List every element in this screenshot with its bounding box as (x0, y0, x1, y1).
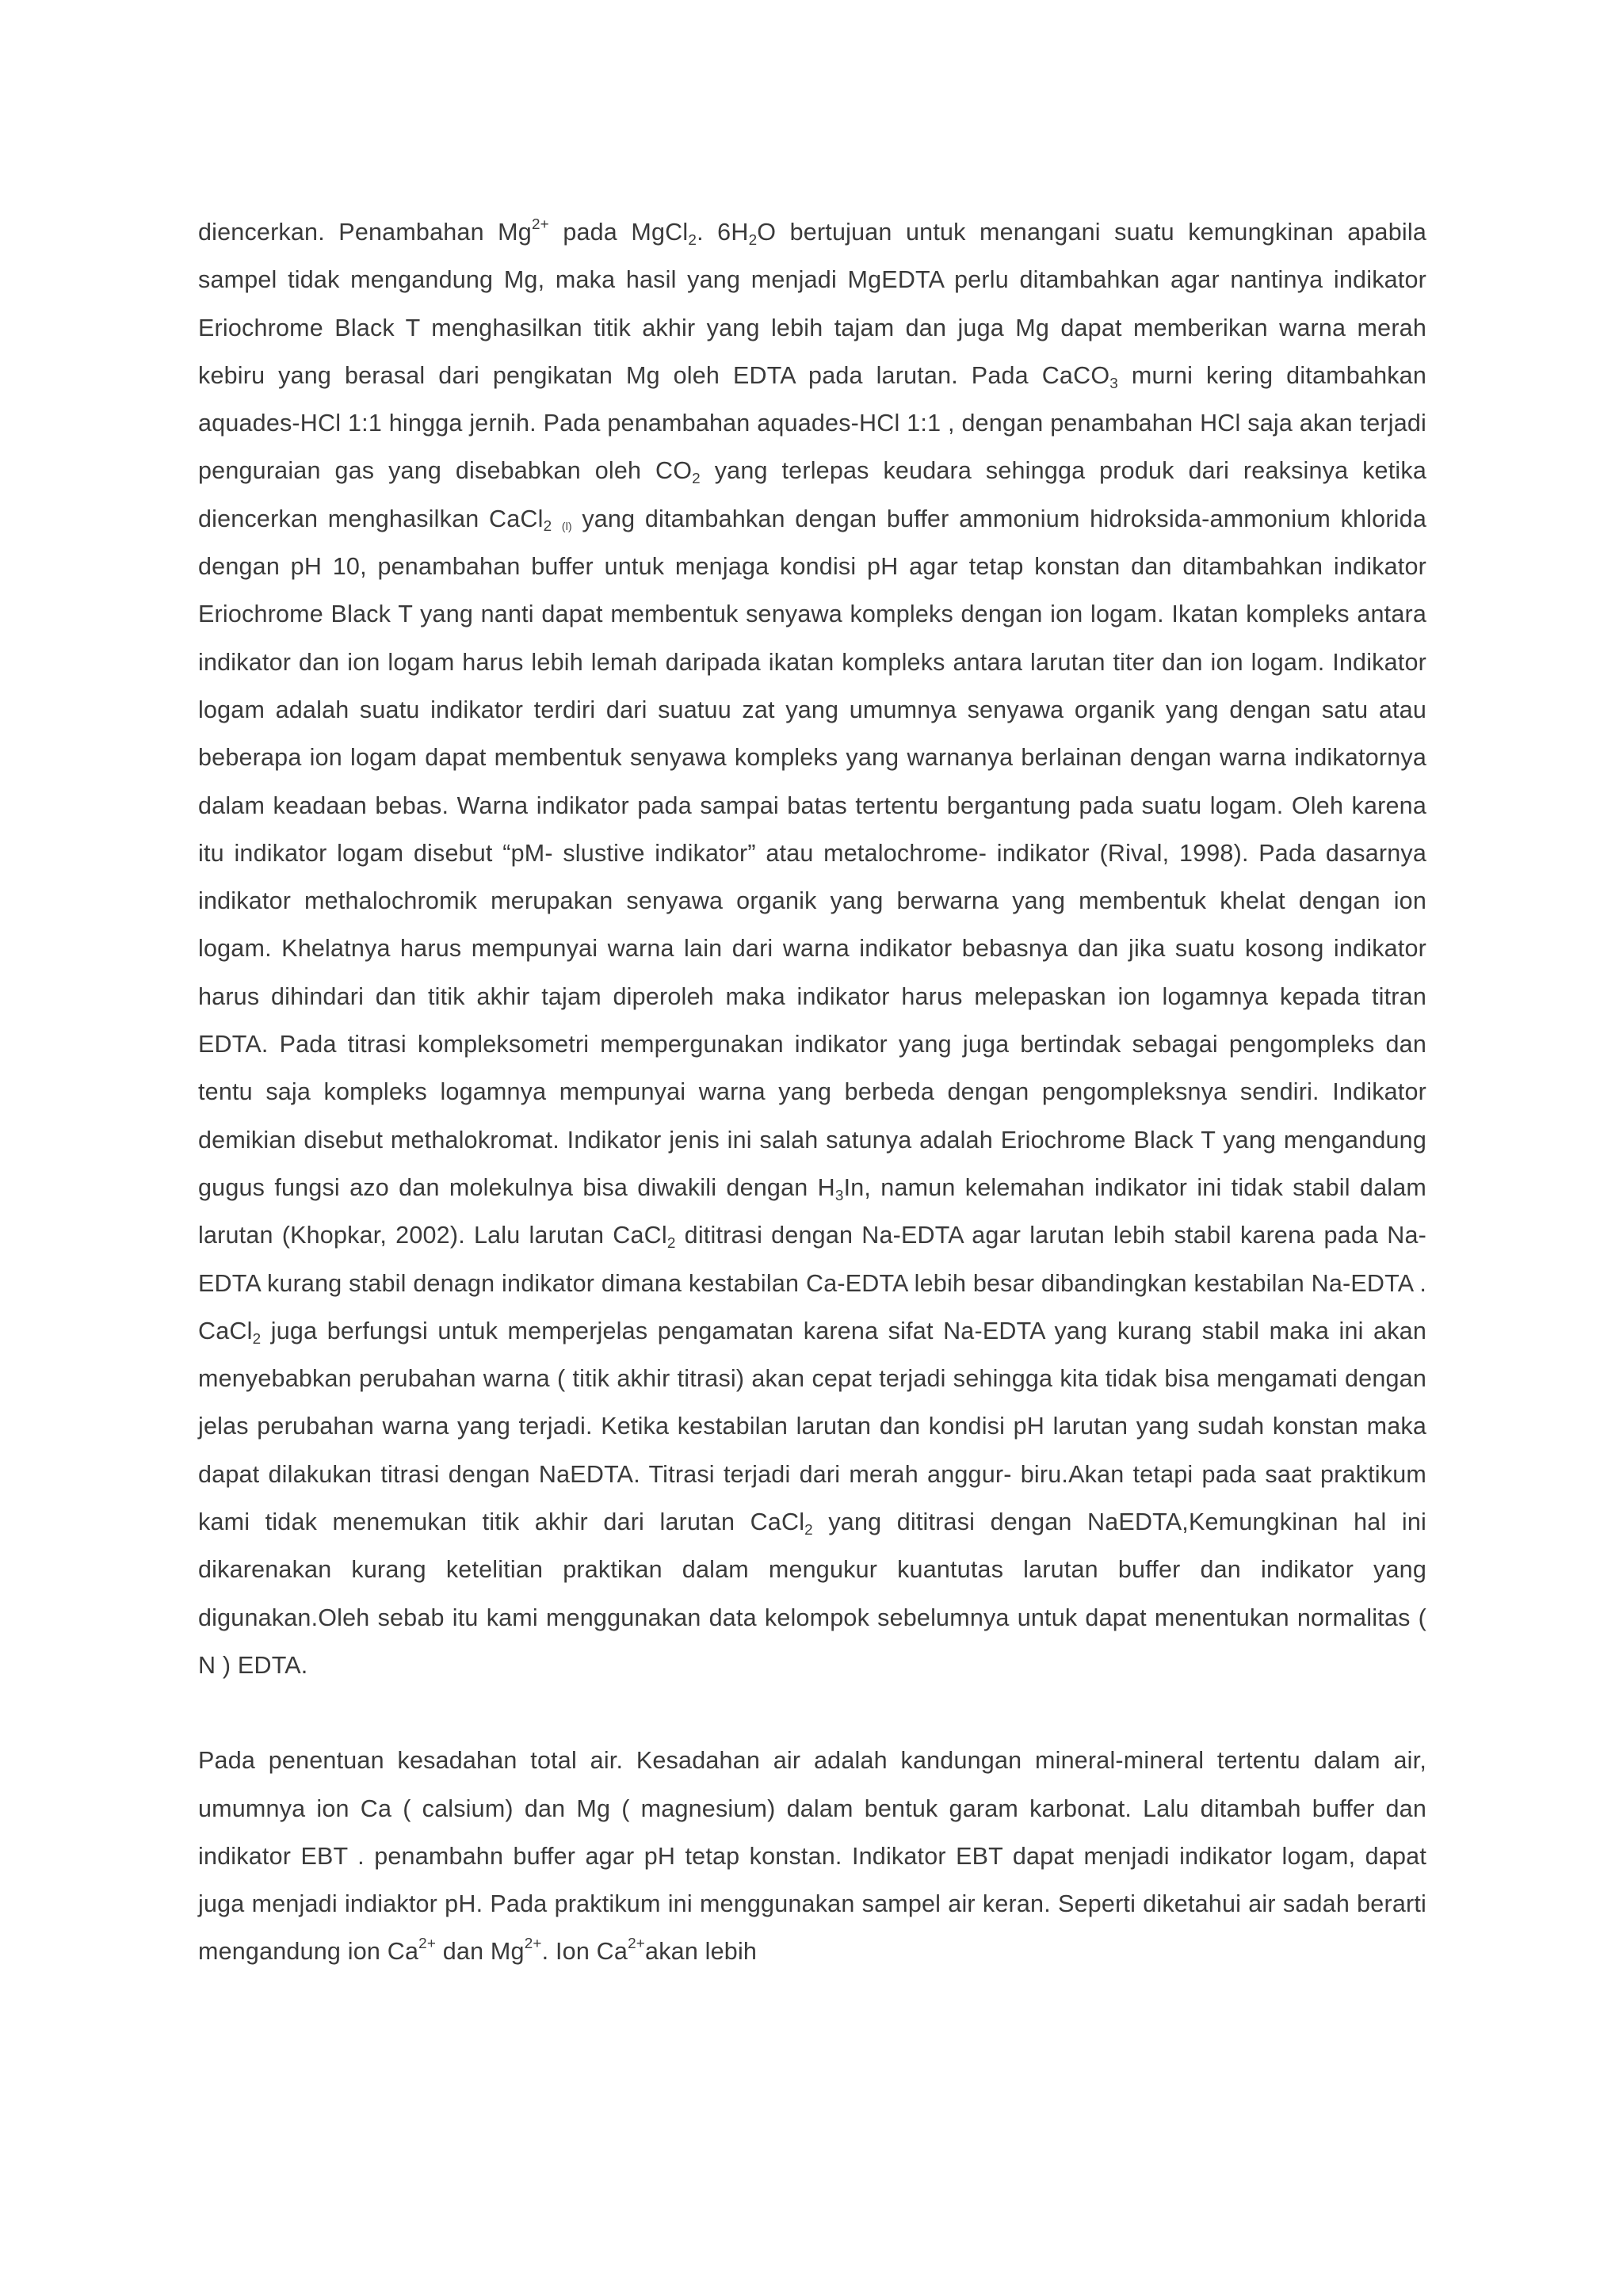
subscript: 2 (748, 231, 758, 249)
document-body (198, 208, 1426, 1976)
subscript: 2 (692, 471, 701, 488)
subscript: 2 (252, 1330, 262, 1348)
subscript: 3 (834, 1187, 844, 1204)
superscript: 2+ (628, 1936, 646, 1953)
superscript: 2+ (418, 1936, 437, 1953)
subscript: 2 (666, 1234, 676, 1252)
subscript: 2 (804, 1521, 813, 1539)
paragraph-2: Pada penentuan kesadahan total air. Kesadahan air adalah kandungan mineral-mineral tertentu dalam air, umumnya ion Ca ( calsium) dan Mg ( magnesium) dalam bentuk garam karbonat. Lalu ditambah buffer dan indikator EBT . penambahn buffer agar pH tetap konstan. Indikator EBT dapat menjadi indikator logam, dapat juga menjadi indiaktor pH. Pada praktikum ini menggunakan sampel air keran. Seperti diketahui air sadah berarti mengandung ion $Ca^{2+}$ dan $Mg^{2+}$. Ion $Ca^{2+}akan$ lebih (198, 1747, 1426, 1966)
subscript: 2 (688, 231, 697, 249)
superscript: 2+ (531, 215, 549, 233)
superscript: 2+ (524, 1936, 542, 1953)
subscript: 2 (543, 518, 552, 536)
paragraph-1: diencerkan. Penambahan $Mg^{2+}$ pada MgCl$_2$. $6H_2O$ bertujuan untuk menangani suatu kemungkinan apabila sampel tidak mengandung Mg, maka hasil yang menjadi MgEDTA perlu ditambahkan agar nantinya indikator Eriochrome Black T menghasilkan titik akhir yang lebih tajam dan juga Mg dapat memberikan warna merah kebiru yang berasal dari pengikatan Mg oleh EDTA pada larutan. Pada CaCO$_3$ murni kering ditambahkan aquades-HCl 1:1 hingga jernih. Pada penambahan aquades-HCl 1:1 , dengan penambahan HCl saja akan terjadi penguraian gas yang disebabkan oleh $CO_2$ yang terlepas keudara sehingga produk dari reaksinya ketika diencerkan menghasilkan CaCl$_2$ $_{(l)}$ yang ditambahkan dengan buffer ammonium hidroksida-ammonium khlorida dengan pH 10, penambahan buffer untuk menjaga kondisi pH agar tetap konstan dan ditambahkan indikator Eriochrome Black T yang nanti dapat membentuk senyawa kompleks dengan ion logam. Ikatan kompleks antara indikator dan ion logam harus lebih lemah daripada ikatan kompleks antara larutan titer dan ion logam. Indikator logam adalah suatu indikator terdiri dari suatuu zat yang umumnya senyawa organik yang dengan satu atau beberapa ion logam dapat membentuk senyawa kompleks yang warnanya berlainan dengan warna indikatornya dalam keadaan bebas. Warna indikator pada sampai batas tertentu bergantung pada suatu logam. Oleh karena itu indikator logam disebut “pM- slustive indikator” atau metalochrome- indikator (Rival, 1998). Pada dasarnya indikator methalochromik merupakan senyawa organik yang berwarna yang membentuk khelat dengan ion logam. Khelatnya harus mempunyai warna lain dari warna indikator bebasnya dan jika suatu kosong indikator harus dihindari dan titik akhir tajam diperoleh maka indikator harus melepaskan ion logamnya kepada titran EDTA. Pada titrasi kompleksometri mempergunakan indikator yang juga bertindak sebagai pengompleks dan tentu saja kompleks logamnya mempunyai warna yang berbeda dengan pengompleksnya sendiri. Indikator demikian disebut methalokromat. Indikator jenis ini salah satunya adalah Eriochrome Black T yang mengandung gugus fungsi azo dan molekulnya bisa diwakili dengan $H_3In$, namun kelemahan indikator ini tidak stabil dalam larutan (Khopkar, 2002). Lalu larutan CaCl$_2$ dititrasi dengan Na-EDTA agar larutan lebih stabil karena pada Na-EDTA kurang stabil denagn indikator dimana kestabilan Ca-EDTA lebih besar dibandingkan kestabilan Na-EDTA . CaCl$_2$ juga berfungsi untuk memperjelas pengamatan karena sifat Na-EDTA yang kurang stabil maka ini akan menyebabkan perubahan warna ( titik akhir titrasi) akan cepat terjadi sehingga kita tidak bisa mengamati dengan jelas perubahan warna yang terjadi. Ketika kestabilan larutan dan kondisi pH larutan yang sudah konstan maka dapat dilakukan titrasi dengan NaEDTA. Titrasi terjadi dari merah anggur- biru.Akan tetapi pada saat praktikum kami tidak menemukan titik akhir dari larutan CaCl$_2$ yang dititrasi dengan NaEDTA,Kemungkinan hal ini dikarenakan kurang ketelitian praktikan dalam mengukur kuantutas larutan buffer dan indikator yang digunakan.Oleh sebab itu kami menggunakan data kelompok sebelumnya untuk dapat menentukan normalitas ( N ) EDTA. (198, 215, 1427, 1679)
subscript: 3 (1109, 375, 1118, 392)
state-subscript: (l) (561, 520, 572, 532)
